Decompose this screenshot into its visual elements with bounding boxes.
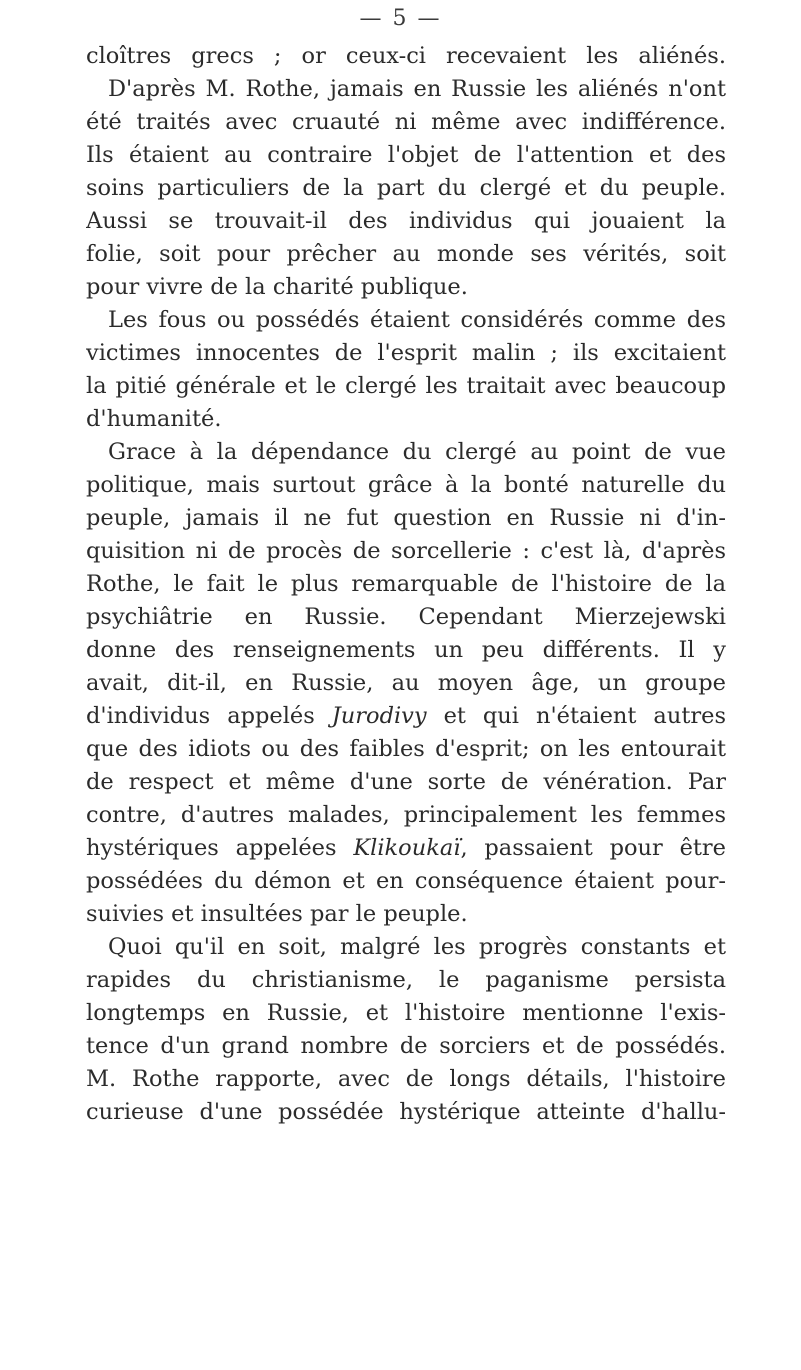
text-line: politique, mais surtout grâce à la bonté naturelle du [86, 472, 726, 498]
text-line: hystériques appelées Klikoukaï, passaient pour être [86, 835, 726, 861]
text-line: longtemps en Russie, et l'histoire mentionne l'exis- [86, 1000, 726, 1026]
text-line: contre, d'autres malades, principalement les femmes [86, 802, 726, 828]
text-line: d'humanité. [86, 406, 222, 432]
text-line: d'individus appelés Jurodivy et qui n'étaient autres [86, 703, 726, 729]
text-line: Quoi qu'il en soit, malgré les progrès constants et [108, 934, 726, 960]
body-text [86, 40, 726, 1129]
text-line: que des idiots ou des faibles d'esprit; on les entourait [86, 736, 726, 762]
text-line: de respect et même d'une sorte de vénération. Par [86, 769, 726, 795]
text-line: Les fous ou possédés étaient considérés comme des [108, 307, 726, 333]
text-line: donne des renseignements un peu différents. Il y [86, 637, 726, 663]
text-line: peuple, jamais il ne fut question en Russie ni d'in- [86, 505, 726, 531]
text-line: tence d'un grand nombre de sorciers et de possédés. [86, 1033, 726, 1059]
text-line: rapides du christianisme, le paganisme persista [86, 967, 726, 993]
text-line: suivies et insultées par le peuple. [86, 901, 468, 927]
text-line: possédées du démon et en conséquence étaient pour- [86, 868, 726, 894]
text-line: cloîtres grecs ; or ceux-ci recevaient les aliénés. [86, 43, 726, 69]
page-number: — 5 — [359, 6, 442, 31]
text-line: Aussi se trouvait-il des individus qui jouaient la [86, 208, 726, 234]
text-line: Rothe, le fait le plus remarquable de l'histoire de la [86, 571, 726, 597]
text-line: curieuse d'une possédée hystérique atteinte d'hallu- [86, 1099, 726, 1125]
text-line: folie, soit pour prêcher au monde ses vérités, soit [86, 241, 726, 267]
text-line: psychiâtrie en Russie. Cependant Mierzejewski [86, 604, 726, 630]
italic-term: Klikoukaï [353, 835, 461, 861]
text-line: quisition ni de procès de sorcellerie : c'est là, d'après [86, 538, 726, 564]
text-line: Grace à la dépendance du clergé au point de vue [108, 439, 726, 465]
text-line: D'après M. Rothe, jamais en Russie les aliénés n'ont [108, 76, 726, 102]
text-line: M. Rothe rapporte, avec de longs détails, l'histoire [86, 1066, 726, 1092]
text-line: été traités avec cruauté ni même avec indifférence. [86, 109, 726, 135]
text-line: avait, dit-il, en Russie, au moyen âge, un groupe [86, 670, 726, 696]
text-line: soins particuliers de la part du clergé et du peuple. [86, 175, 726, 201]
text-line: pour vivre de la charité publique. [86, 274, 468, 300]
italic-term: Jurodivy [331, 703, 427, 729]
text-line: victimes innocentes de l'esprit malin ; ils excitaient [86, 340, 726, 366]
text-line: la pitié générale et le clergé les traitait avec beaucoup [86, 373, 726, 399]
text-line: Ils étaient au contraire l'objet de l'attention et des [86, 142, 726, 168]
